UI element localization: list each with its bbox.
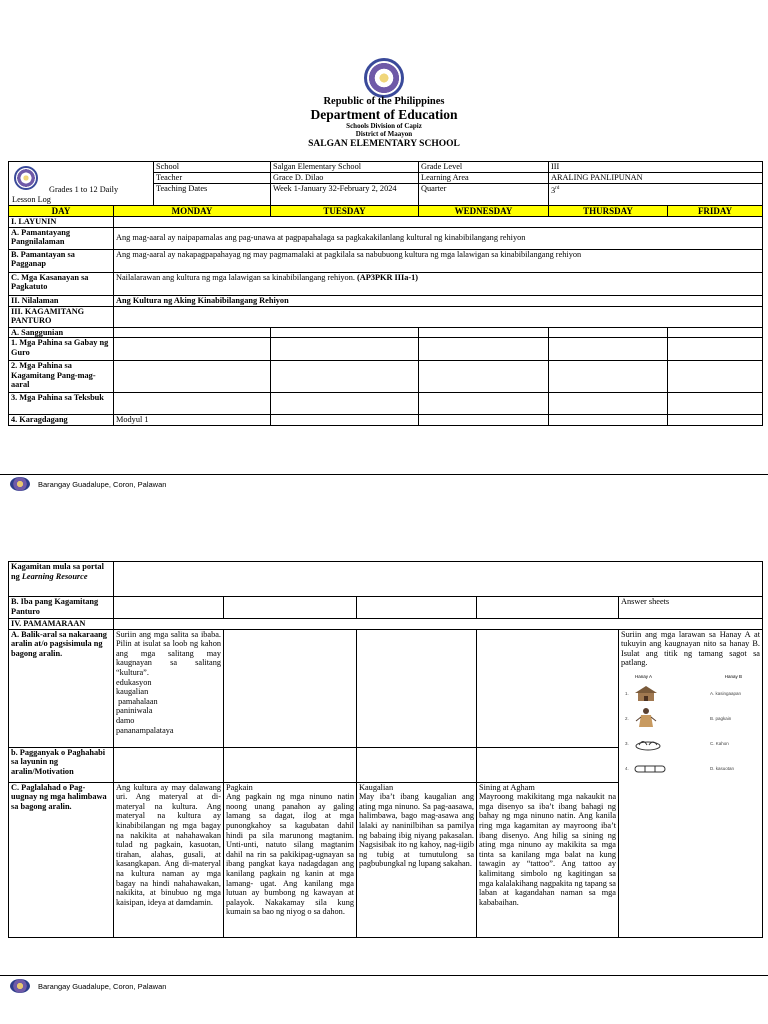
dates-value: Week 1-January 32-February 2, 2024 bbox=[271, 184, 419, 206]
house-icon bbox=[633, 684, 659, 704]
division-line: Schools Division of Capiz bbox=[346, 122, 422, 130]
cooking-pot-icon bbox=[633, 736, 663, 752]
balik-label: A. Balik-aral sa nakaraang aralin at/o pagsisimula ng bagong aralin. bbox=[9, 629, 114, 747]
balik-word: pananampalataya bbox=[116, 725, 174, 735]
school-value: Salgan Elementary School bbox=[271, 162, 419, 173]
dates-label: Teaching Dates bbox=[154, 184, 271, 206]
iba-friday: Answer sheets bbox=[619, 597, 763, 619]
republic-line: Republic of the Philippines bbox=[323, 96, 445, 107]
kaugalian-text: May iba’t ibang kaugalian ang ating mga ninuno. Sa pag-aasawa, halimbawa, bago mag-asawa ang lalaki ay naninilbihan sa pamilya ng babaing ibig niyang pakasalan. Nagsisibak ito ng kahoy, nag-iigib ng tubig at tumutulong sa pagbubungkal ng lupang sakahan. bbox=[359, 792, 474, 869]
footer-address-1: Barangay Guadalupe, Coron, Palawan bbox=[38, 480, 167, 489]
thursday-header: THURSDAY bbox=[549, 206, 668, 217]
layunin-empty bbox=[114, 217, 763, 228]
nilalaman-label: II. Nilalaman bbox=[9, 295, 114, 306]
pamamaraan-empty bbox=[114, 619, 763, 630]
kaugalian-cell bbox=[357, 782, 477, 937]
balik-word: paniniwala bbox=[116, 706, 153, 716]
lesson-log-table bbox=[8, 161, 763, 426]
pagganap-text: Ang mag-aaral ay nakapagpapahayag ng may pagmamalaki at pagkilala sa nabubuong kultura ng mga lalawigan sa kinabibilangang rehiyon bbox=[114, 249, 763, 272]
pamantayang-text: Ang mag-aaral ay naipapamalas ang pag-unawa at pagpapahalaga sa pagkakakilanlang kultural ng kinabibilangang rehiyon bbox=[114, 227, 763, 249]
nilalaman-text: Ang Kultura ng Aking Kinabibilangang Rehiyon bbox=[114, 295, 763, 306]
paglalahad-label: C. Paglalahad o Pag-uugnay ng mga halimbawa sa bagong aralin. bbox=[9, 782, 114, 937]
kasanayan-cell bbox=[114, 272, 763, 295]
footer-rule-1 bbox=[0, 474, 768, 475]
sining-text: Mayroong makikitang mga nakaukit na mga disenyo sa iba’t ibang bahagi ng bahay ng mga ninuno natin. Ang kanila ring mga kagamitan ay mayroong iba’t ibang disenyo. Ang hilig sa sining ng ating mga ninuno ay makikita sa mga tinta sa kanilang mga balat na kung tawagin ay “tattoo”. Ang tattoo ay kalimitang simbolo ng kagitingan sa mga kalalakihang nagpakita ng tapang sa laban at kagandahan naman sa mga kababaihan. bbox=[479, 792, 616, 907]
kasanayan-label: C. Mga Kasanayan sa Pagkatuto bbox=[9, 272, 114, 295]
layunin-label: I. LAYUNIN bbox=[9, 217, 114, 228]
area-label: Learning Area bbox=[419, 173, 549, 184]
dancer-icon bbox=[633, 707, 659, 731]
answer-item: 4. D. kasuotan bbox=[625, 757, 752, 782]
quarter-value: 3rd bbox=[549, 184, 763, 206]
bamboo-icon bbox=[633, 763, 667, 775]
balik-friday bbox=[619, 629, 763, 937]
district-line: District of Maayon bbox=[355, 130, 413, 138]
friday-header: FRIDAY bbox=[668, 206, 763, 217]
sining-title: Sining at Agham bbox=[479, 782, 535, 792]
log-title-2: Lesson Log bbox=[12, 195, 51, 204]
teacher-label: Teacher bbox=[154, 173, 271, 184]
school-name-line: SALGAN ELEMENTARY SCHOOL bbox=[308, 139, 460, 149]
grade-value: III bbox=[549, 162, 763, 173]
kagamitan-label: III. KAGAMITANG PANTURO bbox=[9, 306, 114, 327]
karagdagang-text: Modyul 1 bbox=[114, 415, 271, 426]
answer-item: 3. C. Kahon bbox=[625, 732, 752, 757]
sining-cell bbox=[477, 782, 619, 937]
pamantayang-label: A. Pamantayang Pangnilalaman bbox=[9, 227, 114, 249]
barangay-logo-icon bbox=[10, 477, 30, 491]
balik-word: kaugalian bbox=[116, 687, 149, 697]
day-header: DAY bbox=[9, 206, 114, 217]
pagkain-text: Ang pagkain ng mga ninuno natin noong unang panahon ay galing lamang sa dagat, ilog at mga punongkahoy sa kagubatan dahil hindi pa sila marunong magtanim. Unti-unti, natuto silang magtanim dahil na rin sa pakikipag-ugnayan sa ibang pangkat kaya nadagdagan ang kanilang pagkain ng kanin at mga lamang- ugat. Ang kanilang mga lutuan ay bumbong ng kawayan at palayok. Nakakamay sila kung kumain sa bao ng niyog o sa dahon. bbox=[226, 792, 354, 917]
pahina-teksbuk-label: 3. Mga Pahina sa Teksbuk bbox=[9, 393, 114, 415]
area-value: ARALING PANLIPUNAN bbox=[549, 173, 763, 184]
tuesday-header: TUESDAY bbox=[271, 206, 419, 217]
kaugalian-title: Kaugalian bbox=[359, 782, 394, 792]
grade-label: Grade Level bbox=[419, 162, 549, 173]
portal-label: Kagamitan mula sa portal ng Learning Resource bbox=[9, 562, 114, 597]
balik-monday bbox=[114, 629, 224, 747]
pahina-kagamitan-label: 2. Mga Pahina sa Kagamitang Pang-mag-aaral bbox=[9, 361, 114, 393]
answer-item: 1. A. kasingaapan bbox=[625, 682, 752, 707]
pahina-guro-label: 1. Mga Pahina sa Gabay ng Guro bbox=[9, 338, 114, 361]
pamamaraan-table bbox=[8, 561, 763, 938]
pagganyak-label: b. Pagganyak o Paghahabi sa layunin ng aralin/Motivation bbox=[9, 747, 114, 782]
log-title: Grades 1 to 12 Daily bbox=[49, 185, 119, 194]
sanggunian-label: A. Sanggunian bbox=[9, 327, 114, 338]
hanay-a-label: Hanay A bbox=[635, 673, 653, 679]
quarter-label: Quarter bbox=[419, 184, 549, 206]
hanay-b-label: Hanay B bbox=[724, 673, 742, 679]
log-title-cell bbox=[9, 162, 154, 206]
pagkain-cell bbox=[224, 782, 357, 937]
pamamaraan-label: IV. PAMAMARAAN bbox=[9, 619, 114, 630]
teacher-value: Grace D. Dilao bbox=[271, 173, 419, 184]
pagkain-title: Pagkain bbox=[226, 782, 253, 792]
department-line: Department of Education bbox=[310, 107, 458, 122]
wednesday-header: WEDNESDAY bbox=[419, 206, 549, 217]
paglalahad-monday: Ang kultura ay may dalawang uri. Ang materyal at di-materyal na kultura. Ang materyal na kultura ay kinabibilangan ng mga bagay na nakikita at nahahawakan tulad ng pagkain, kasuotan, tirahan, alahas, gusali, at kasangkapan. Ang di-materyal na kultura naman ay mga bagay na hindi nahahawakan, nakikita, at binubuo ng mga kaisipan, ideya at damdamin. bbox=[114, 782, 224, 937]
pagganap-label: B. Pamantayan sa Pagganap bbox=[9, 249, 114, 272]
kasanayan-text: Nailalarawan ang kultura ng mga lalawigan sa kinabibilangang rehiyon. bbox=[116, 272, 357, 282]
balik-instructions: Suriin ang mga salita sa ibaba. Pilin at isulat sa loob ng kahon ang mga salitang may kaugnayan sa salitang “kultura”. bbox=[116, 629, 221, 677]
answer-item: 2. B. pagkain bbox=[625, 707, 752, 732]
kagamitan-empty bbox=[114, 306, 763, 327]
iba-label: B. Iba pang Kagamitang Panturo bbox=[9, 597, 114, 619]
portal-empty bbox=[114, 562, 763, 597]
balik-word: edukasyon bbox=[116, 677, 152, 687]
karagdagang-label: 4. Karagdagang bbox=[9, 415, 114, 426]
barangay-logo-icon bbox=[10, 979, 30, 993]
kasanayan-code: (AP3PKR IIIa-1) bbox=[357, 272, 419, 282]
friday-instructions: Suriin ang mga larawan sa Hanay A at tukuyin ang kaugnayan nito sa hanay B. Isulat ang titik ng tamang sagot sa patlang. bbox=[621, 629, 760, 668]
monday-header: MONDAY bbox=[114, 206, 271, 217]
matching-worksheet bbox=[625, 672, 752, 782]
footer-address-2: Barangay Guadalupe, Coron, Palawan bbox=[38, 982, 167, 991]
small-deped-seal bbox=[14, 166, 38, 190]
deped-seal bbox=[364, 58, 404, 98]
school-label: School bbox=[154, 162, 271, 173]
balik-word: pamahalaan bbox=[116, 696, 158, 706]
balik-word: damo bbox=[116, 715, 135, 725]
footer-rule-2 bbox=[0, 975, 768, 976]
